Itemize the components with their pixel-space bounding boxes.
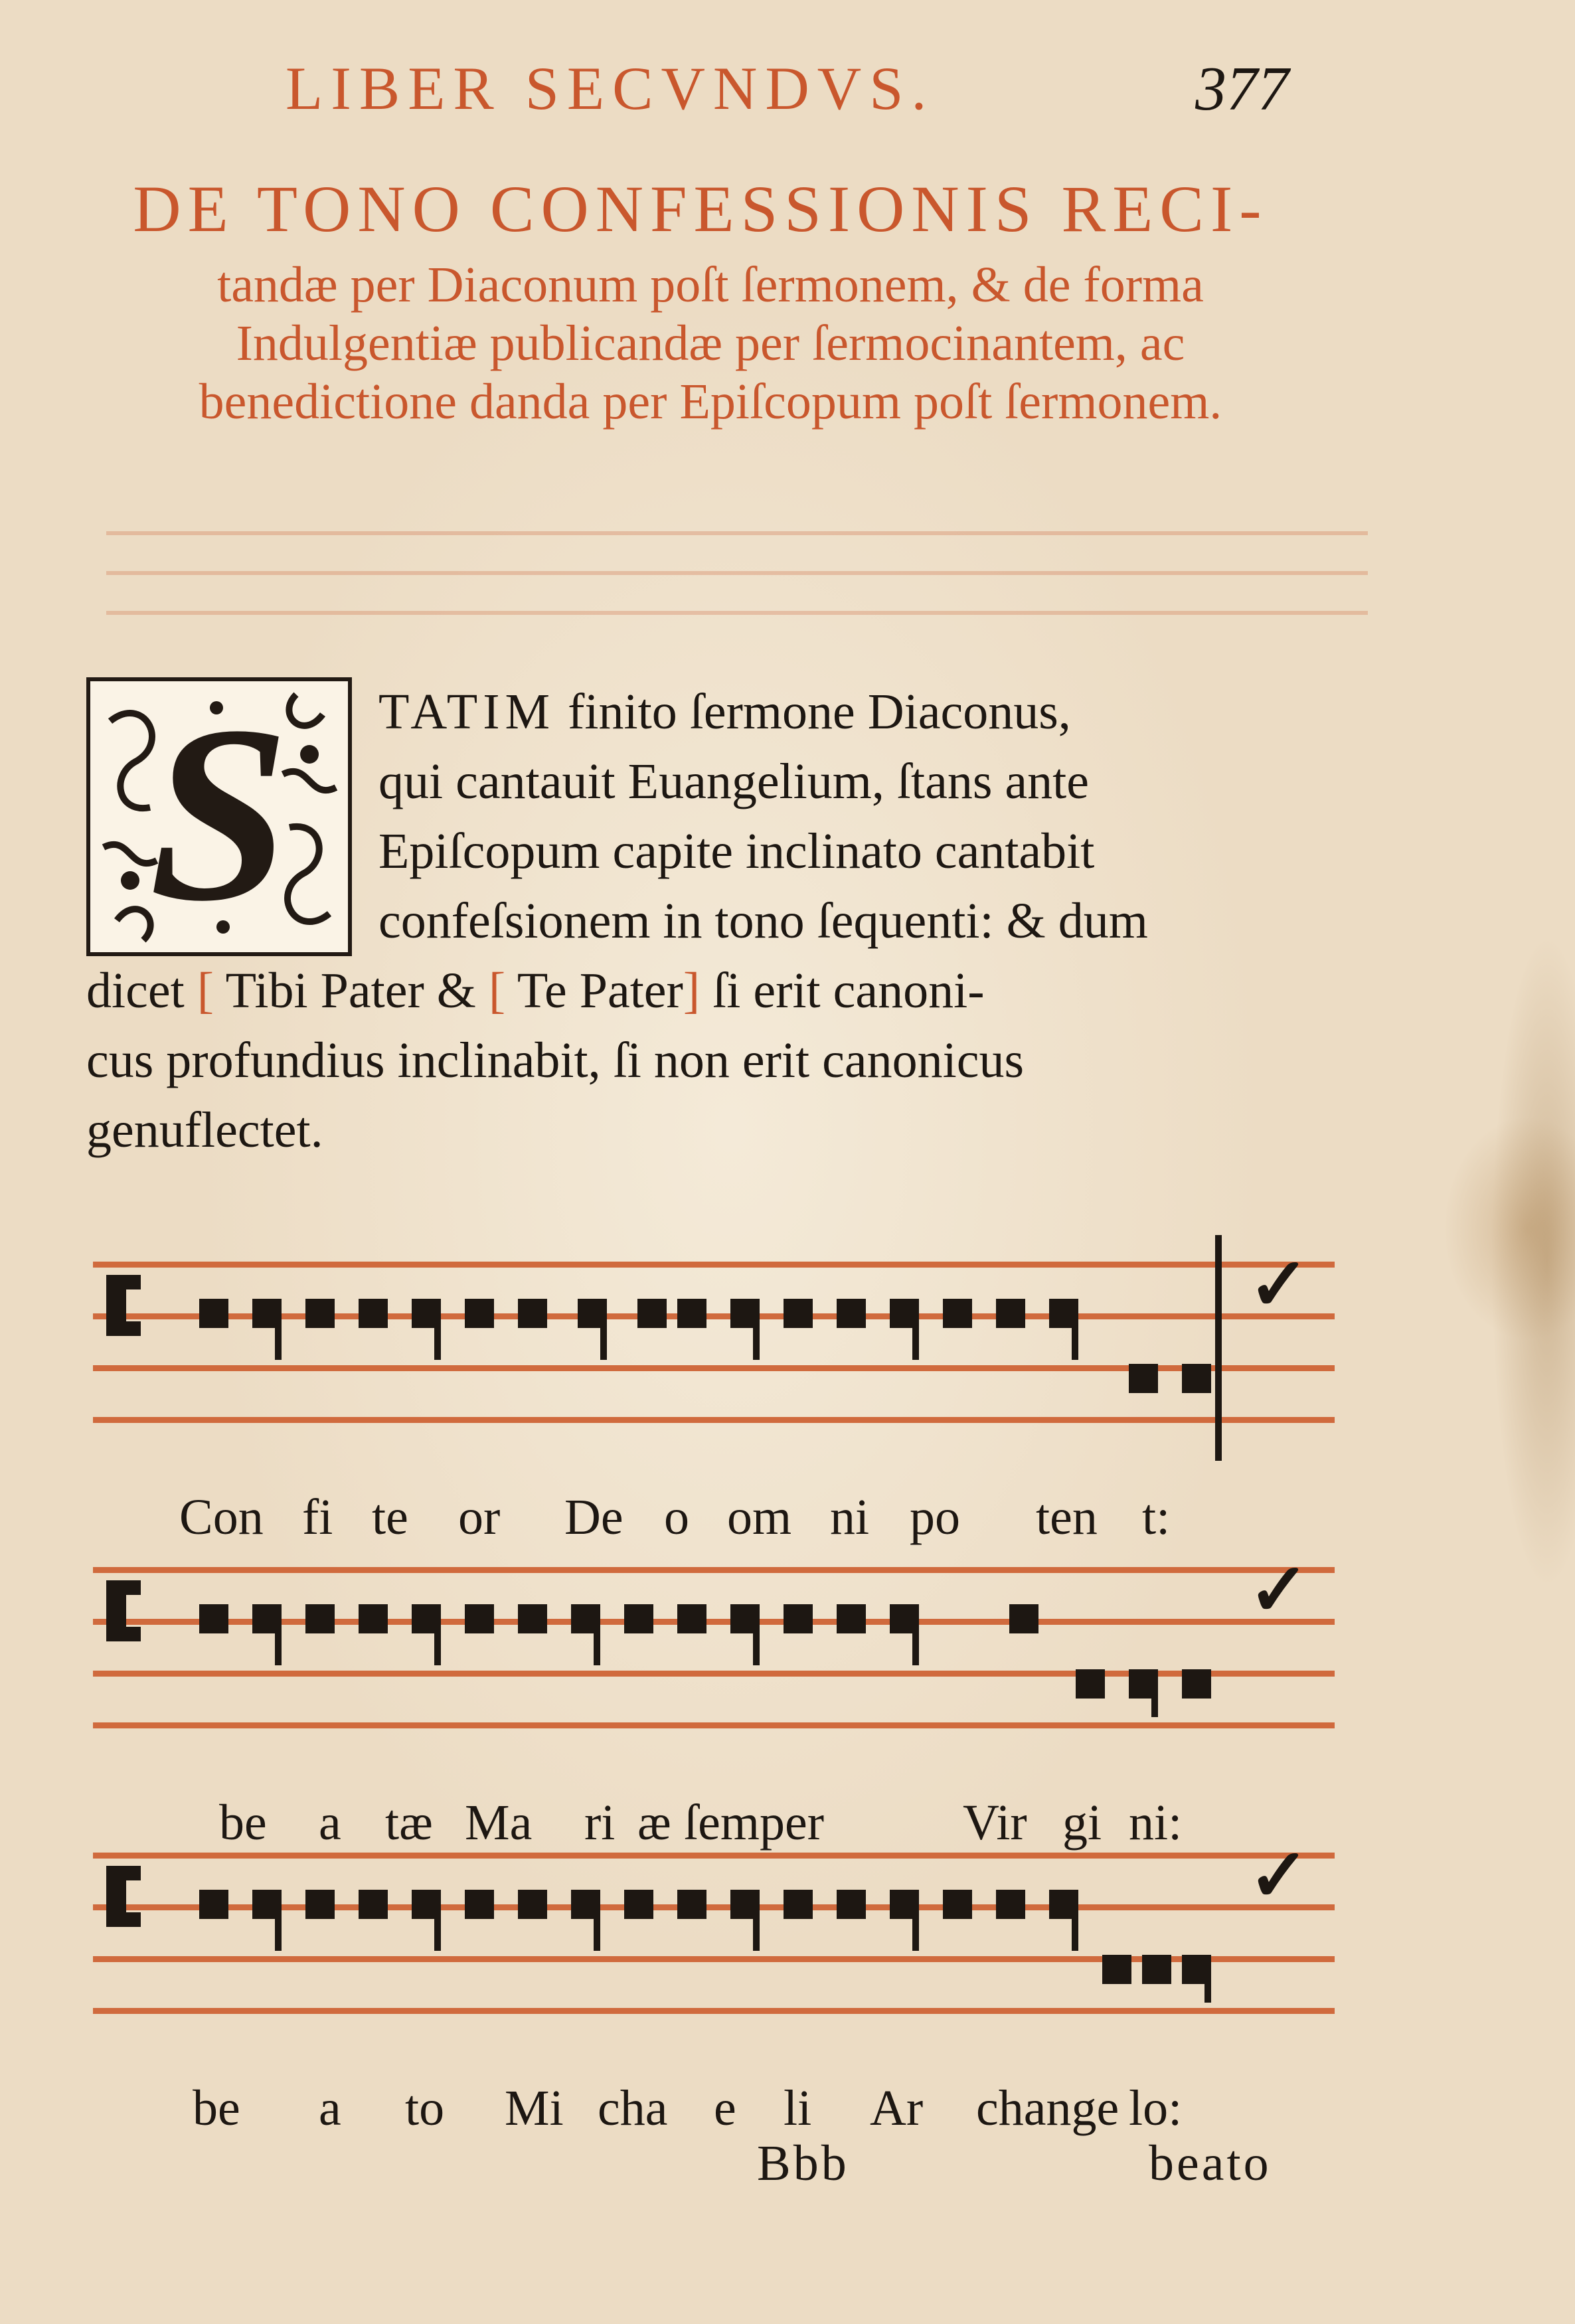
neume <box>943 1890 972 1919</box>
staff-line <box>93 1417 1335 1423</box>
neume <box>465 1604 494 1633</box>
neume <box>637 1299 667 1328</box>
lyric-syllable: t: <box>1142 1489 1171 1545</box>
neume-stem <box>434 1313 441 1360</box>
custos-icon: ✓ <box>1248 1835 1310 1916</box>
body-line-4: confeſsionem in tono ſequenti: & dum <box>378 893 1148 949</box>
neume-stem <box>1072 1904 1078 1951</box>
running-title: LIBER SECVNDVS. <box>286 54 935 122</box>
neume <box>465 1299 494 1328</box>
staff-line <box>93 1853 1335 1859</box>
page-number: 377 <box>1195 54 1289 124</box>
neume-stem <box>594 1904 600 1951</box>
lyric-syllable: ni: <box>1129 1795 1183 1851</box>
lyric-syllable: Con <box>179 1489 264 1545</box>
lyric-syllable: a <box>319 1795 341 1851</box>
neume <box>837 1604 866 1633</box>
catchword: beato <box>1149 2135 1272 2191</box>
neume <box>1102 1955 1131 1984</box>
body-line-7: genuflectet. <box>86 1102 323 1158</box>
lyric-syllable: po <box>910 1489 960 1545</box>
neume <box>1009 1604 1038 1633</box>
neume <box>837 1299 866 1328</box>
neume <box>1142 1955 1171 1984</box>
staff-line <box>93 1722 1335 1728</box>
lyric-syllable: fi <box>302 1489 333 1545</box>
neume <box>624 1890 653 1919</box>
neume-stem <box>912 1313 919 1360</box>
neume <box>943 1299 972 1328</box>
neume-stem <box>275 1313 282 1360</box>
neume <box>624 1604 653 1633</box>
neume <box>784 1604 813 1633</box>
body-line-5-start: dicet <box>86 963 197 1019</box>
neume <box>359 1604 388 1633</box>
neume <box>518 1299 547 1328</box>
neume <box>996 1890 1025 1919</box>
quote-te-pater: Te Pater <box>505 963 683 1019</box>
body-line-1: finito ſermone Diaconus, <box>555 684 1071 740</box>
lyric-syllable: ni <box>830 1489 870 1545</box>
neume <box>305 1604 335 1633</box>
neume <box>1182 1669 1211 1699</box>
neume <box>199 1890 228 1919</box>
lyric-syllable: ſemper <box>684 1795 825 1851</box>
lyric-syllable: Mi <box>505 2080 564 2136</box>
neume <box>677 1604 706 1633</box>
opening-word: TATIM <box>378 684 556 740</box>
lyric-syllable: tæ <box>385 1795 433 1851</box>
neume-stem <box>753 1619 760 1665</box>
body-line-2: qui cantauit Euangelium, ſtans ante <box>378 754 1090 809</box>
neume-stem <box>275 1904 282 1951</box>
c-clef-icon <box>106 1275 126 1336</box>
neume <box>359 1890 388 1919</box>
lyric-syllable: gi <box>1062 1795 1102 1851</box>
neume-stem <box>434 1904 441 1951</box>
initial-letter: S <box>149 674 290 954</box>
neume-stem <box>753 1313 760 1360</box>
neume <box>1129 1364 1158 1393</box>
lyric-syllable: Ar <box>870 2080 924 2136</box>
neume-stem <box>1204 1956 1211 2003</box>
signature-mark: Bbb <box>757 2135 849 2191</box>
neume-stem <box>753 1904 760 1951</box>
neume <box>677 1299 706 1328</box>
c-clef-icon <box>106 1580 126 1641</box>
bracket-close: ] <box>683 963 701 1019</box>
lyric-syllable: om <box>727 1489 792 1545</box>
neume-stem <box>1072 1313 1078 1360</box>
custos-icon: ✓ <box>1248 1244 1310 1325</box>
lyric-syllable: be <box>219 1795 267 1851</box>
staff-line <box>93 1262 1335 1268</box>
neume <box>1076 1669 1105 1699</box>
neume <box>677 1890 706 1919</box>
neume <box>199 1604 228 1633</box>
lyric-syllable: æ <box>637 1795 671 1851</box>
neume <box>199 1299 228 1328</box>
body-line-3: Epiſcopum capite inclinato cantabit <box>378 823 1095 879</box>
neume <box>518 1890 547 1919</box>
quote-tibi-pater: Tibi Pater <box>214 963 437 1019</box>
lyric-syllable: ten <box>1036 1489 1098 1545</box>
lyric-syllable: lo: <box>1129 2080 1183 2136</box>
bracket-open-2: [ <box>488 963 506 1019</box>
lyric-syllable: ri <box>584 1795 616 1851</box>
neume-stem <box>1151 1671 1158 1717</box>
neume <box>996 1299 1025 1328</box>
neume <box>1182 1364 1211 1393</box>
lyric-syllable: De <box>564 1489 623 1545</box>
neume-stem <box>594 1619 600 1665</box>
neume <box>305 1890 335 1919</box>
neume-stem <box>434 1619 441 1665</box>
neume-stem <box>912 1619 919 1665</box>
staff-line <box>93 2008 1335 2014</box>
staff-line <box>93 1567 1335 1573</box>
lyric-syllable: e <box>714 2080 736 2136</box>
neume <box>784 1299 813 1328</box>
lyric-syllable: be <box>193 2080 240 2136</box>
lyric-syllable: Vir <box>963 1795 1027 1851</box>
neume-stem <box>600 1313 607 1360</box>
neume <box>784 1890 813 1919</box>
bar-line <box>1215 1235 1222 1461</box>
lyric-syllable: change <box>976 2080 1119 2136</box>
custos-icon: ✓ <box>1248 1550 1310 1631</box>
lyric-syllable: te <box>372 1489 408 1545</box>
lyric-syllable: a <box>319 2080 341 2136</box>
chapter-title-rest: tandæ per Diaconum poſt ſermonem, & de forma Indulgentiæ publicandæ per ſermocinantem, ac benedictione danda per Epiſcopum poſt ſermonem. <box>199 257 1222 430</box>
lyric-syllable: to <box>405 2080 445 2136</box>
lyric-syllable: cha <box>598 2080 668 2136</box>
neume <box>837 1890 866 1919</box>
lyric-syllable: Ma <box>465 1795 533 1851</box>
neume <box>359 1299 388 1328</box>
chapter-title-first-line: DE TONO CONFESSIONIS RECI- <box>133 172 1268 246</box>
bracket-open: [ <box>197 963 214 1019</box>
body-line-6: cus profundius inclinabit, ſi non erit canonicus <box>86 1033 1025 1088</box>
body-line-5-mid: & <box>436 963 489 1019</box>
lyric-syllable: o <box>664 1489 689 1545</box>
lyric-syllable: or <box>458 1489 501 1545</box>
neume <box>305 1299 335 1328</box>
neume-stem <box>912 1904 919 1951</box>
c-clef-icon <box>106 1866 126 1927</box>
neume <box>465 1890 494 1919</box>
neume <box>518 1604 547 1633</box>
neume-stem <box>275 1619 282 1665</box>
body-line-5-end: ſi erit canoni- <box>700 963 985 1019</box>
lyric-syllable: li <box>784 2080 812 2136</box>
